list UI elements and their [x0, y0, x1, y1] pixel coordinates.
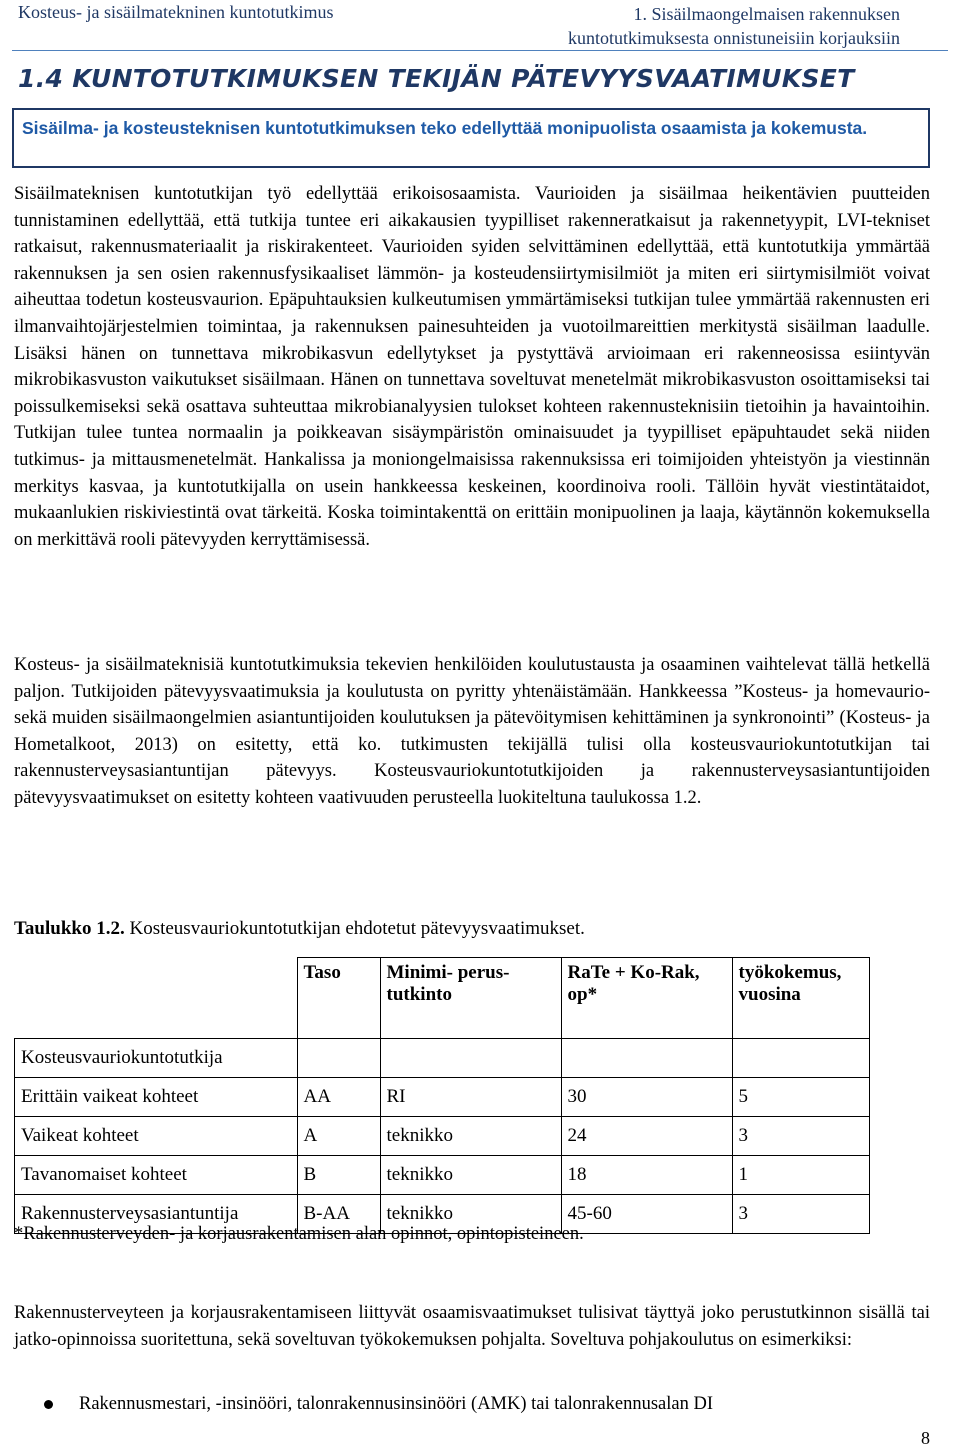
- table-cell: 24: [561, 1117, 732, 1156]
- table-row: [15, 1156, 870, 1195]
- table-cell: AA: [297, 1078, 380, 1117]
- table-cell: 5: [732, 1078, 870, 1117]
- bullet-dot-icon: [44, 1400, 53, 1409]
- table-header-cell: työkokemus, vuosina: [732, 958, 870, 1039]
- table-cell: [732, 1039, 870, 1078]
- table-cell: 30: [561, 1078, 732, 1117]
- table-cell: Rakennusterveysasiantuntija: [15, 1195, 298, 1234]
- table-header-cell: RaTe + Ko-Rak, op*: [561, 958, 732, 1039]
- table-caption-label: Taulukko 1.2.: [14, 918, 125, 939]
- bullet-item-text: Rakennusmestari, -insinööri, talonrakennusinsinööri (AMK) tai talonrakennusalan DI: [79, 1394, 713, 1414]
- table-header-cell: Minimi- perus-tutkinto: [380, 958, 561, 1039]
- table-cell: [297, 1039, 380, 1078]
- table-cell: Tavanomaiset kohteet: [15, 1156, 298, 1195]
- table-cell: teknikko: [380, 1156, 561, 1195]
- table-cell: teknikko: [380, 1117, 561, 1156]
- paragraph-1: Sisäilmateknisen kuntotutkijan työ edellyttää erikoisosaamista. Vaurioiden ja sisäilmaa heikentävien puutteiden tunnistaminen edellyttää, että tutkija tuntee eri aikakausien tyypilliset rakenneratkaisut ja rakennetyypit, LVI-tekniset ratkaisut, rakennusmateriaalit ja riskirakenteet. Vaurioiden syiden selvittäminen edellyttää, että kuntotutkija ymmärtää rakennuksen ja sen osien rakennusfysikaaliset lämmön- ja kosteudensiirtymisilmiöt ja miten eri siirtymisilmiöt voivat aiheuttaa todetun kosteusvaurion. Epäpuhtauksien kulkeutumisen ymmärtämiseksi tutkijan tulee ymmärtää rakennusten eri ilmanvaihtojärjestelmien toimintaa, ja rakennuksen painesuhteiden ja vuotoilmareittien merkitystä sisäilman laadulle. Lisäksi hänen on tunnettava mikrobikasvun edellytykset ja pystyttävä arvioimaan eri rakenneosissa esiintyvän mikrobikasvuston vaikutukset sisäilmaan. Hänen on tunnettava soveltuvat menetelmät mikrobikasvuston osoittamiseksi tai poissulkemiseksi sekä osattava suhteuttaa mikrobianalyysien tulokset kohteen rakennusteknisiin tietoihin ja havaintoihin. Tutkijan tulee tuntea normaalin ja poikkeavan sisäympäristön ominaisuudet ja tyypilliset epäpuhtaudet sekä niiden tutkimus- ja mittausmenetelmät. Hankalissa ja moniongelmaisissa rakennuksissa eri toimijoiden yhteistyön ja viestinnän merkitys kasvaa, ja kuntotutkijalla on usein hankkeessa keskeinen, koordinoiva rooli. Tällöin hyvät viestintätaidot, mukaanlukien riskiviestintä ovat tärkeitä. Koska toimintakenttä on erittäin monipuolinen ja laaja, käytännön kokemuksella on merkittävä rooli pätevyyden kerryttämisessä.: [14, 184, 930, 550]
- section-title: 1.4 KUNTOTUTKIMUKSEN TEKIJÄN PÄTEVYYSVAATIMUKSET: [18, 64, 855, 93]
- table-caption-text: Kosteusvauriokuntotutkijan ehdotetut pätevyysvaatimukset.: [124, 918, 585, 939]
- table-cell: teknikko: [380, 1195, 561, 1234]
- table-cell: A: [297, 1117, 380, 1156]
- table-footnote: *Rakennusterveyden- ja korjausrakentamisen alan opinnot, opintopisteineen.: [14, 1224, 584, 1244]
- table-cell: 18: [561, 1156, 732, 1195]
- table-row: [15, 1078, 870, 1117]
- callout-box: Sisäilma- ja kosteusteknisen kuntotutkimuksen teko edellyttää monipuolista osaamista ja kokemusta.: [12, 108, 930, 168]
- table-row: [15, 1039, 870, 1078]
- table-header-cell: Taso: [297, 958, 380, 1039]
- table-row: [15, 1117, 870, 1156]
- table-header-empty-cell: [15, 958, 298, 1039]
- table-cell: 3: [732, 1117, 870, 1156]
- table-caption: [14, 918, 585, 940]
- header-divider: [12, 50, 948, 51]
- table-cell: Kosteusvauriokuntotutkija: [15, 1039, 298, 1078]
- running-header-left: Kosteus- ja sisäilmatekninen kuntotutkimus: [18, 2, 334, 22]
- table-cell: 45-60: [561, 1195, 732, 1234]
- table-header-row: [15, 958, 870, 1039]
- page-number: 8: [921, 1428, 930, 1448]
- table-cell: 1: [732, 1156, 870, 1195]
- table-cell: 3: [732, 1195, 870, 1234]
- bullet-list-item: [44, 1394, 713, 1415]
- table-cell: B-AA: [297, 1195, 380, 1234]
- table-cell: B: [297, 1156, 380, 1195]
- table-cell: RI: [380, 1078, 561, 1117]
- qualification-table: [14, 957, 870, 1234]
- table-cell: Vaikeat kohteet: [15, 1117, 298, 1156]
- paragraph-3: Rakennusterveyteen ja korjausrakentamiseen liittyvät osaamisvaatimukset tulisivat täyttyä joko perustutkinnon sisällä tai jatko-opinnoissa suoritettuna, sekä soveltuvan työkokemuksen pohjalta. Soveltuva pohjakoulutus on esimerkiksi:: [14, 1303, 930, 1350]
- running-header-right-line2: kuntotutkimuksesta onnistuneisiin korjauksiin: [568, 28, 900, 48]
- paragraph-2: Kosteus- ja sisäilmateknisiä kuntotutkimuksia tekevien henkilöiden koulutustausta ja osaaminen vaihtelevat tällä hetkellä paljon. Tutkijoiden pätevyysvaatimuksia ja koulutusta on pyritty yhtenäistämään. Hankkeessa ”Kosteus- ja homevaurio- sekä muiden sisäilmaongelmien asiantuntijoiden koulutuksen ja pätevöitymisen kehittäminen ja synkronointi” (Kosteus- ja Hometalkoot, 2013) on esitetty, että ko. tutkimusten tekijällä tulisi olla kosteusvauriokuntotutkijan tai rakennusterveysasiantuntijan pätevyys. Kosteusvauriokuntotutkijoiden ja rakennusterveysasiantuntijoiden pätevyysvaatimukset on esitetty kohteen vaativuuden perusteella luokiteltuna taulukossa 1.2.: [14, 655, 930, 808]
- running-header-right-line1: 1. Sisäilmaongelmaisen rakennuksen: [633, 4, 900, 24]
- table-cell: [380, 1039, 561, 1078]
- table-cell: Erittäin vaikeat kohteet: [15, 1078, 298, 1117]
- running-header-right: [568, 2, 900, 50]
- table-cell: [561, 1039, 732, 1078]
